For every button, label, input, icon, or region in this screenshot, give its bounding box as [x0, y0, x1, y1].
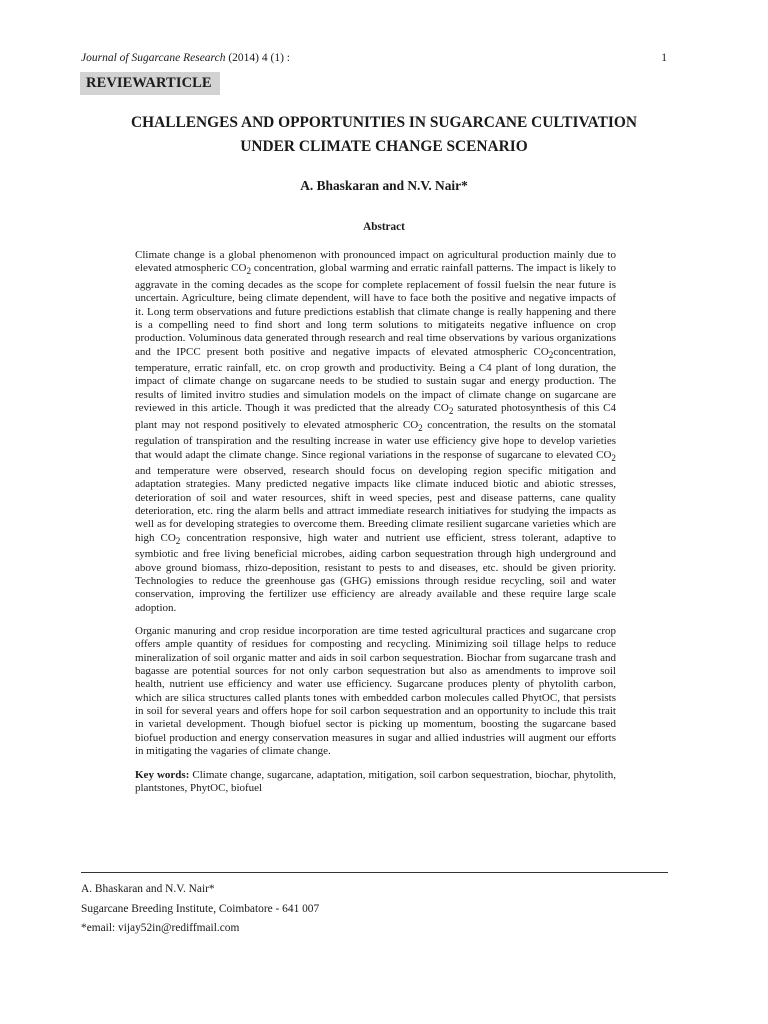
- citation-volume: (2014) 4 (1) :: [225, 52, 290, 64]
- abstract-text: Climate change is a global phenomenon with pronounced impact on agricultural production mainly due to elevated atmospheric CO: [135, 249, 616, 275]
- subscript: 2: [246, 266, 252, 277]
- abstract-text: and temperature were observed, research should focus on developing region specific mitigation and adaptation strategies. Many predicted negative impacts like climate induced biotic and abiotic stresses, deterioration of soil and water resources, shift in weed species, pest and disease patterns, cane quality deterioration, etc. ring the alarm bells and attract immediate research initiatives for studying the impacts as well as for developing strategies to overcome them. Breeding climate resilient sugarcane varieties which are high CO: [135, 465, 616, 544]
- subscript: 2: [611, 452, 616, 463]
- abstract-paragraph-1: [135, 249, 616, 615]
- article-type-badge: REVIEWARTICLE: [80, 72, 220, 95]
- abstract-text: concentration, the results on the stomatal regulation of transpiration and the resulting increase in water use efficiency give hope to develop varieties that would adapt the climate change. Since regional variations in the response of sugarcane to elevated CO: [135, 418, 616, 461]
- subscript: 2: [418, 422, 423, 433]
- author-footnote: [81, 880, 668, 939]
- abstract-text: concentration responsive, high water and nutrient use efficient, stress tolerant, adaptive to symbiotic and free living beneficial microbes, aiding carbon sequestration through high underground and above ground biomass, rhizo-deposition, resistant to pests to and diseases, etc. should be given priority. Technologies to reduce the greenhouse gas (GHG) emissions through residue recycling, soil and water conservation, improving the fertilizer use efficiency are already available and these require large scale adoption.: [135, 531, 616, 614]
- subscript: 2: [548, 349, 554, 360]
- footnote-email: *email: vijay52in@rediffmail.com: [81, 922, 240, 934]
- article-title: [60, 111, 708, 159]
- abstract-body: [135, 249, 616, 805]
- journal-citation: [81, 52, 290, 64]
- keywords: [135, 769, 616, 796]
- running-head: [81, 52, 667, 64]
- keywords-label: Key words:: [135, 768, 190, 781]
- page-number: 1: [661, 52, 667, 64]
- abstract-paragraph-2: Organic manuring and crop residue incorporation are time tested agricultural practices and sugarcane crop offers ample quantity of residues for composting and recycling. Minimizing soil tillage helps to reduce mineralization of soil organic matter and aids in soil carbon sequestration. Biochar from sugarcane trash and bagasse are potential sources for not only carbon sequestration but also as amendments to improve soil health, nutrient use efficiency and water use efficiency. Sugarcane produces plenty of phytolith carbon, which are silica structures called plants tones with embedded carbon molecules called PhytOC, that persists in soil for several years and offers hope for soil carbon sequestration and an opportunity to include this trait in varietal development. Though biofuel sector is picking up momentum, boosting the sugarcane based biofuel production and energy conservation measures in sugar and allied industries will augment our efforts in mitigating the vagaries of climate change.: [135, 625, 616, 758]
- subscript: 2: [175, 536, 181, 546]
- title-line-2: UNDER CLIMATE CHANGE SCENARIO: [240, 138, 528, 155]
- abstract-text: concentration, temperature, erratic rainfall, etc. on crop growth and productivity. Being a C4 plant of long duration, the impact of climate change on sugarcane needs to be studied to sustain sugar and energy production. The results of limited invitro studies and simulation models on the impact of climate change on sugarcane are reviewed in this article. Though it was predicted that the already CO: [135, 345, 616, 415]
- abstract-heading: Abstract: [363, 221, 405, 233]
- journal-name: Journal of Sugarcane Research: [81, 52, 226, 64]
- footnote-divider: [81, 872, 668, 873]
- abstract-text: saturated photosynthesis of this C4 plant may not respond positively to elevated atmospheric CO: [135, 402, 616, 431]
- footnote-affiliation: Sugarcane Breeding Institute, Coimbatore - 641 007: [81, 902, 320, 915]
- subscript: 2: [448, 406, 454, 417]
- author-list: A. Bhaskaran and N.V. Nair*: [300, 178, 468, 193]
- abstract-text: concentration, global warming and erratic rainfall patterns. The impact is likely to aggravate in the coming decades as the scope for complete replacement of fossil fuelsin the near future is uncertain. Agriculture, being climate dependent, will have to face both the positive and negative impacts of it. Long term observations and future predictions establish that climate change is really happening and there is a compelling need to find short and long term solutions to mitigateits negative influence on crop production. Voluminous data generated through research and real time observations by various organizations and the IPCC present both positive and negative impacts of elevated atmospheric CO: [135, 262, 616, 358]
- keywords-list: Climate change, sugarcane, adaptation, mitigation, soil carbon sequestration, biochar, phytolith, plantstones, PhytOC, biofuel: [135, 768, 616, 794]
- title-line-1: CHALLENGES AND OPPORTUNITIES IN SUGARCANE CULTIVATION: [131, 114, 637, 131]
- footnote-authors: A. Bhaskaran and N.V. Nair*: [81, 883, 215, 895]
